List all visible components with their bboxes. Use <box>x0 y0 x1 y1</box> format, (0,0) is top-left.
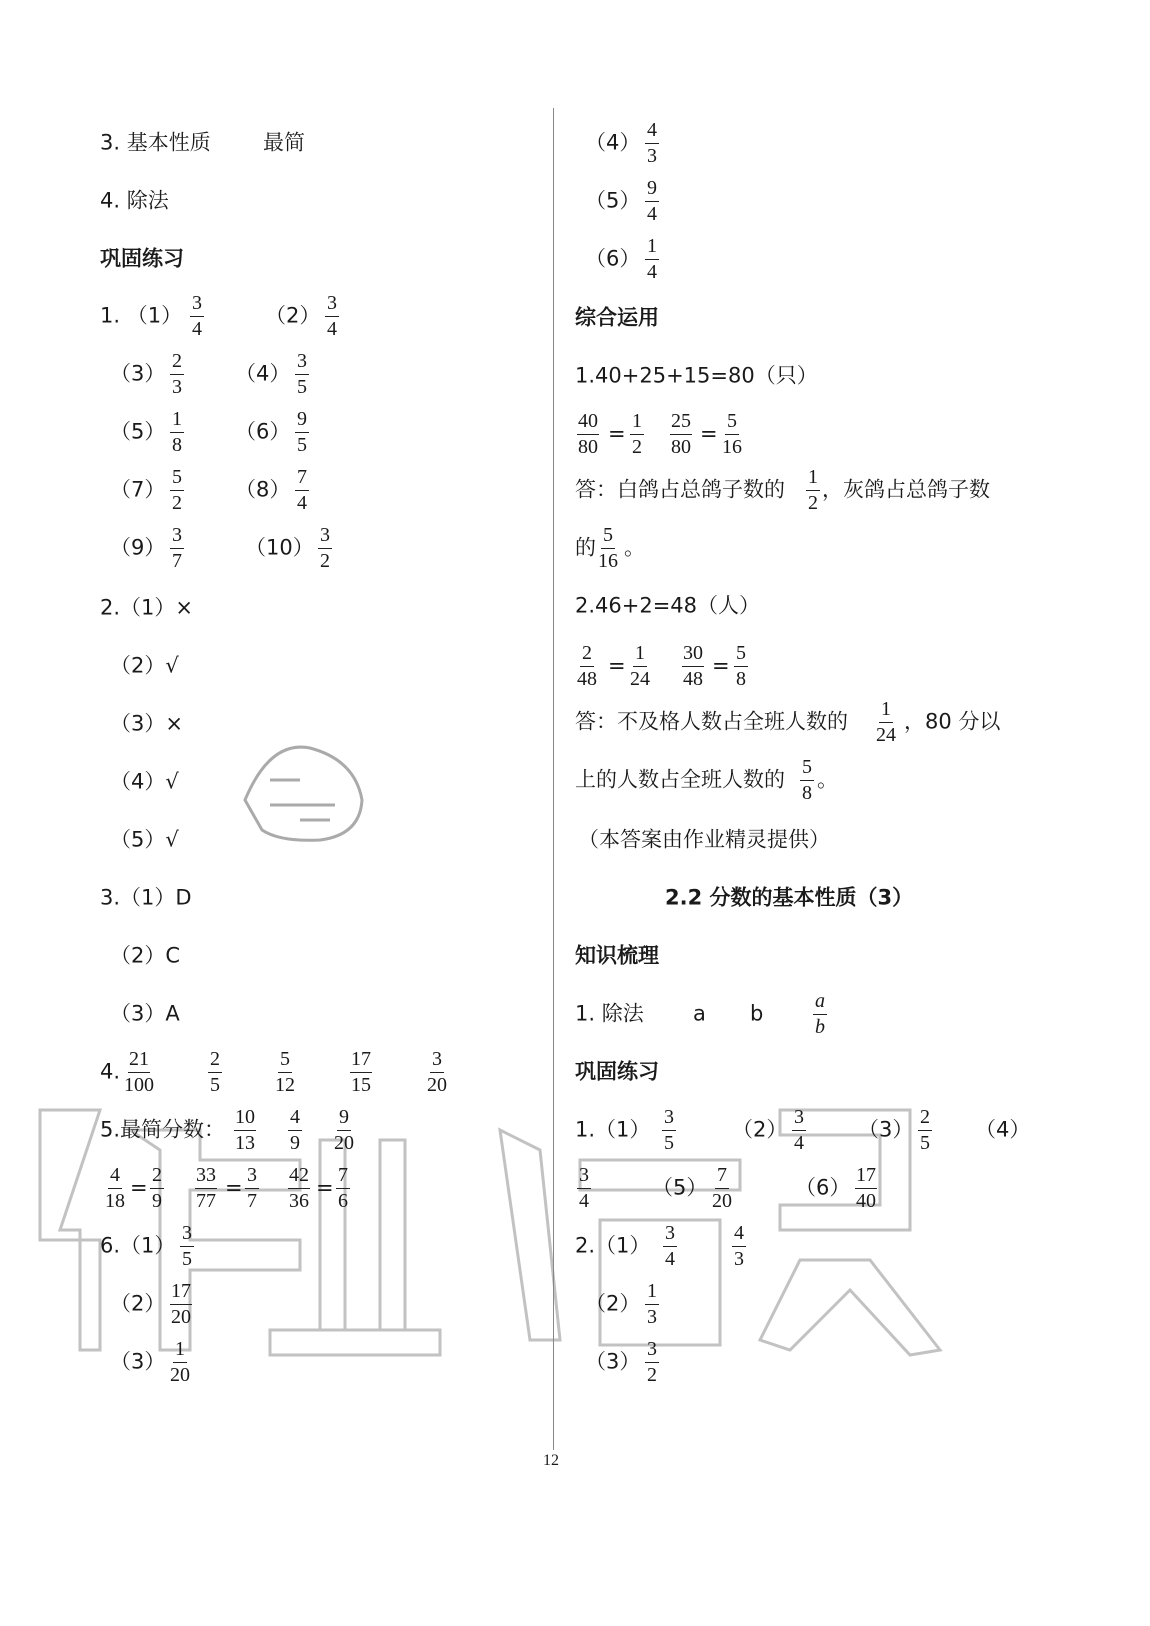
answer-text: 答：白鸽占总鸽子数的 <box>575 477 785 502</box>
fraction <box>645 235 659 283</box>
denominator: 16 <box>722 436 742 458</box>
fraction <box>105 1164 125 1212</box>
answer-text: 4. <box>100 1059 121 1084</box>
fraction <box>124 1049 154 1096</box>
numerator: 7 <box>715 1165 729 1189</box>
fraction <box>876 699 896 746</box>
denominator: 20 <box>427 1074 447 1096</box>
fraction <box>318 525 332 572</box>
denominator: 4 <box>297 492 307 514</box>
fraction <box>734 643 748 690</box>
denominator: 2 <box>172 492 182 514</box>
answer-text: a <box>693 1001 706 1026</box>
fraction <box>800 757 814 804</box>
fraction <box>288 1106 302 1154</box>
fraction <box>722 410 742 458</box>
fraction <box>150 1165 164 1212</box>
fraction <box>577 1165 591 1212</box>
numerator: 7 <box>295 467 309 491</box>
denominator: 4 <box>665 1248 675 1270</box>
numerator: 2 <box>580 643 594 667</box>
answer-text: （4）√ <box>110 769 179 794</box>
fraction <box>792 1107 806 1154</box>
answer-text: （3）× <box>110 711 183 736</box>
fraction <box>288 1165 310 1212</box>
denominator: 6 <box>338 1190 348 1212</box>
section-heading: 知识梳理 <box>575 943 659 968</box>
fraction <box>350 1048 372 1096</box>
answer-text: （4） <box>235 361 291 386</box>
fraction <box>577 411 599 458</box>
denominator: 15 <box>351 1074 371 1096</box>
fraction <box>350 1049 372 1096</box>
numerator: 3 <box>190 293 204 317</box>
numerator: 4 <box>732 1223 746 1247</box>
fraction <box>334 1107 354 1154</box>
fraction <box>876 698 896 746</box>
answer-text: （3） <box>858 1117 914 1142</box>
denominator: 5 <box>664 1132 674 1154</box>
fraction <box>427 1049 447 1096</box>
fraction <box>806 467 820 514</box>
denominator: 5 <box>297 376 307 398</box>
denominator: 3 <box>734 1248 744 1270</box>
fraction <box>682 642 704 690</box>
answer-text: 1.40+25+15=80（只） <box>575 363 818 388</box>
numerator: 1 <box>633 643 647 667</box>
fraction <box>645 178 659 225</box>
denominator: 4 <box>647 261 657 283</box>
numerator: 17 <box>170 1281 192 1305</box>
page-number: 12 <box>543 1452 559 1469</box>
fraction <box>577 1164 591 1212</box>
fraction <box>577 410 599 458</box>
denominator: 2 <box>320 550 330 572</box>
denominator: 2 <box>647 1364 657 1386</box>
answer-text: 4. 除法 <box>100 188 169 213</box>
numerator: 10 <box>234 1107 256 1131</box>
numerator: 4 <box>288 1107 302 1131</box>
answer-text: （本答案由作业精灵提供） <box>578 827 830 852</box>
numerator: 3 <box>325 293 339 317</box>
fraction <box>645 120 659 167</box>
fraction <box>336 1165 350 1212</box>
denominator: 9 <box>152 1190 162 1212</box>
numerator: 5 <box>734 643 748 667</box>
denominator: 16 <box>598 550 618 572</box>
answer-text: （2）√ <box>110 653 179 678</box>
numerator: 42 <box>288 1165 310 1189</box>
fraction <box>288 1107 302 1154</box>
answer-text: （6） <box>585 246 641 271</box>
denominator: b <box>815 1016 825 1038</box>
numerator: 3 <box>318 525 332 549</box>
denominator: 80 <box>671 436 691 458</box>
fraction <box>150 1164 164 1212</box>
fraction <box>170 1338 190 1386</box>
fraction <box>170 1339 190 1386</box>
fraction <box>318 524 332 572</box>
fraction <box>712 1165 732 1212</box>
fraction <box>806 466 820 514</box>
fraction <box>813 991 827 1038</box>
answer-text: 5.最简分数： <box>100 1117 226 1142</box>
numerator: 3 <box>792 1107 806 1131</box>
fraction <box>645 236 659 283</box>
section-heading: 2.2 分数的基本性质（3） <box>665 885 914 910</box>
answer-text: （5） <box>585 188 641 213</box>
answer-text: 1. 除法 <box>575 1001 644 1026</box>
fraction <box>170 1281 192 1328</box>
denominator: 18 <box>105 1190 125 1212</box>
fraction <box>855 1164 877 1212</box>
denominator: 3 <box>172 376 182 398</box>
numerator: 9 <box>337 1107 351 1131</box>
answer-text: （4） <box>975 1117 1031 1142</box>
numerator: 2 <box>150 1165 164 1189</box>
answer-text: = <box>608 421 626 446</box>
numerator: 17 <box>855 1165 877 1189</box>
fraction <box>577 643 597 690</box>
answer-text: 最简 <box>263 130 305 155</box>
answer-text: （5） <box>110 419 166 444</box>
answer-text: = <box>712 653 730 678</box>
fraction <box>325 292 339 340</box>
denominator: 5 <box>182 1248 192 1270</box>
fraction <box>170 351 184 398</box>
fraction <box>662 1107 676 1154</box>
numerator: 4 <box>645 120 659 144</box>
numerator: 9 <box>645 178 659 202</box>
answer-text: （8） <box>235 477 291 502</box>
numerator: 3 <box>430 1049 444 1073</box>
answer-text: = <box>130 1175 148 1200</box>
answer-text: 。 <box>817 767 838 792</box>
fraction <box>800 756 814 804</box>
fraction <box>170 525 184 572</box>
numerator: 1 <box>879 699 893 723</box>
fraction <box>598 524 618 572</box>
fraction <box>712 1164 732 1212</box>
fraction <box>124 1048 154 1096</box>
answer-text: 2.46+2=48（人） <box>575 593 761 618</box>
numerator: 5 <box>800 757 814 781</box>
fraction <box>275 1048 295 1096</box>
fraction <box>295 466 309 514</box>
fraction <box>334 1106 354 1154</box>
answer-text: 3. 基本性质 <box>100 130 211 155</box>
numerator: 3 <box>645 1339 659 1363</box>
numerator: 3 <box>180 1223 194 1247</box>
fraction <box>663 1222 677 1270</box>
numerator: 2 <box>208 1049 222 1073</box>
denominator: 4 <box>579 1190 589 1212</box>
answer-text: （6） <box>235 419 291 444</box>
answer-text: （6） <box>795 1175 851 1200</box>
fraction <box>722 411 742 458</box>
fraction <box>645 177 659 225</box>
fraction <box>598 525 618 572</box>
fraction <box>234 1106 256 1154</box>
numerator: 3 <box>662 1107 676 1131</box>
fraction <box>170 350 184 398</box>
answer-text: （5） <box>652 1175 708 1200</box>
numerator: 40 <box>577 411 599 435</box>
fraction <box>734 642 748 690</box>
answer-text: （3） <box>585 1349 641 1374</box>
answer-text: （3） <box>110 361 166 386</box>
denominator: 7 <box>172 550 182 572</box>
numerator: 30 <box>682 643 704 667</box>
fraction <box>325 293 339 340</box>
fraction <box>645 1281 659 1328</box>
stamp-logo <box>245 747 362 840</box>
numerator: 1 <box>173 1339 187 1363</box>
denominator: 24 <box>876 724 896 746</box>
fraction <box>295 408 309 456</box>
fraction <box>170 466 184 514</box>
numerator: 33 <box>195 1165 217 1189</box>
fraction <box>295 409 309 456</box>
denominator: 2 <box>808 492 818 514</box>
answer-text: （5）√ <box>110 827 179 852</box>
fraction <box>275 1049 295 1096</box>
denominator: 13 <box>235 1132 255 1154</box>
answer-text: 2.（1）× <box>100 595 193 620</box>
denominator: 2 <box>632 436 642 458</box>
denominator: 3 <box>647 1306 657 1328</box>
answer-text: ，灰鸽占总鸽子数 <box>822 477 990 502</box>
numerator: 1 <box>645 1281 659 1305</box>
denominator: 40 <box>856 1190 876 1212</box>
numerator: 1 <box>806 467 820 491</box>
numerator: 25 <box>670 411 692 435</box>
answer-text: 3.（1）D <box>100 885 192 910</box>
numerator: 5 <box>725 411 739 435</box>
fraction <box>208 1049 222 1096</box>
answer-text: b <box>750 1001 764 1026</box>
numerator: 21 <box>128 1049 150 1073</box>
denominator: 4 <box>647 203 657 225</box>
fraction <box>295 350 309 398</box>
fraction <box>732 1223 746 1270</box>
numerator: 17 <box>350 1049 372 1073</box>
answer-text: 1. （1） <box>100 303 183 328</box>
answer-text: （10） <box>245 535 314 560</box>
fraction <box>195 1164 217 1212</box>
answer-text: 1.（1） <box>575 1117 651 1142</box>
denominator: 100 <box>124 1074 154 1096</box>
numerator: 3 <box>295 351 309 375</box>
fraction <box>732 1222 746 1270</box>
fraction <box>645 119 659 167</box>
fraction <box>662 1106 676 1154</box>
numerator: 3 <box>663 1223 677 1247</box>
fraction <box>918 1107 932 1154</box>
fraction <box>288 1164 310 1212</box>
fraction <box>645 1339 659 1386</box>
fraction <box>170 467 184 514</box>
fraction <box>180 1222 194 1270</box>
fraction <box>630 642 650 690</box>
numerator: 9 <box>295 409 309 433</box>
denominator: 20 <box>712 1190 732 1212</box>
fraction <box>918 1106 932 1154</box>
fraction <box>682 643 704 690</box>
denominator: 4 <box>794 1132 804 1154</box>
fraction <box>170 1280 192 1328</box>
numerator: 7 <box>336 1165 350 1189</box>
denominator: 7 <box>247 1190 257 1212</box>
denominator: 5 <box>920 1132 930 1154</box>
answer-text: 2.（1） <box>575 1233 651 1258</box>
answer-text: （2） <box>265 303 321 328</box>
answer-text: （4） <box>585 130 641 155</box>
answer-text: 答：不及格人数占全班人数的 <box>575 709 848 734</box>
numerator: 2 <box>918 1107 932 1131</box>
denominator: 24 <box>630 668 650 690</box>
fraction <box>663 1223 677 1270</box>
answer-text: = <box>225 1175 243 1200</box>
answer-text: 6.（1） <box>100 1233 176 1258</box>
fraction <box>427 1048 447 1096</box>
answer-text: （2）C <box>110 943 181 968</box>
denominator: 80 <box>578 436 598 458</box>
fraction <box>170 408 184 456</box>
denominator: 8 <box>736 668 746 690</box>
numerator: 5 <box>170 467 184 491</box>
denominator: 36 <box>289 1190 309 1212</box>
denominator: 5 <box>297 434 307 456</box>
answer-text: = <box>700 421 718 446</box>
answer-text: （2） <box>732 1117 788 1142</box>
answer-text: （3）A <box>110 1001 180 1026</box>
answer-text: = <box>316 1175 334 1200</box>
section-heading: 巩固练习 <box>100 246 184 271</box>
denominator: 5 <box>210 1074 220 1096</box>
answer-text: ，80 分以 <box>904 709 1001 734</box>
denominator: 20 <box>334 1132 354 1154</box>
fraction <box>105 1165 125 1212</box>
fraction <box>245 1164 259 1212</box>
answer-text: （2） <box>585 1291 641 1316</box>
answer-text: 的 <box>575 535 596 560</box>
numerator: 2 <box>170 351 184 375</box>
answer-text: = <box>608 653 626 678</box>
denominator: 77 <box>196 1190 216 1212</box>
fraction <box>855 1165 877 1212</box>
fraction <box>336 1164 350 1212</box>
fraction <box>190 292 204 340</box>
fraction <box>792 1106 806 1154</box>
fraction <box>670 411 692 458</box>
denominator: 9 <box>290 1132 300 1154</box>
fraction <box>813 990 827 1038</box>
fraction <box>630 411 644 458</box>
numerator: 5 <box>601 525 615 549</box>
numerator: 3 <box>245 1165 259 1189</box>
denominator: 20 <box>170 1364 190 1386</box>
column-divider <box>553 108 554 1450</box>
denominator: 48 <box>683 668 703 690</box>
numerator: 4 <box>108 1165 122 1189</box>
fraction <box>630 410 644 458</box>
denominator: 12 <box>275 1074 295 1096</box>
fraction <box>295 351 309 398</box>
denominator: 20 <box>171 1306 191 1328</box>
fraction <box>670 410 692 458</box>
denominator: 4 <box>327 318 337 340</box>
fraction <box>645 1338 659 1386</box>
numerator: 5 <box>278 1049 292 1073</box>
numerator: 1 <box>645 236 659 260</box>
fraction <box>195 1165 217 1212</box>
answer-text: （2） <box>110 1291 166 1316</box>
denominator: 4 <box>192 318 202 340</box>
section-heading: 综合运用 <box>575 305 659 330</box>
denominator: 3 <box>647 145 657 167</box>
answer-text: 上的人数占全班人数的 <box>575 767 785 792</box>
answer-text: （3） <box>110 1349 166 1374</box>
numerator: 1 <box>630 411 644 435</box>
denominator: 8 <box>802 782 812 804</box>
fraction <box>245 1165 259 1212</box>
fraction <box>208 1048 222 1096</box>
fraction <box>190 293 204 340</box>
answer-text: （7） <box>110 477 166 502</box>
numerator: a <box>813 991 827 1015</box>
fraction <box>577 642 597 690</box>
section-heading: 巩固练习 <box>575 1059 659 1084</box>
numerator: 1 <box>170 409 184 433</box>
fraction <box>234 1107 256 1154</box>
fraction <box>170 524 184 572</box>
denominator: 48 <box>577 668 597 690</box>
fraction <box>645 1280 659 1328</box>
answer-text: （9） <box>110 535 166 560</box>
fraction <box>180 1223 194 1270</box>
answer-text: 。 <box>624 535 645 560</box>
fraction <box>170 409 184 456</box>
fraction <box>630 643 650 690</box>
fraction <box>295 467 309 514</box>
numerator: 3 <box>170 525 184 549</box>
denominator: 8 <box>172 434 182 456</box>
numerator: 3 <box>577 1165 591 1189</box>
